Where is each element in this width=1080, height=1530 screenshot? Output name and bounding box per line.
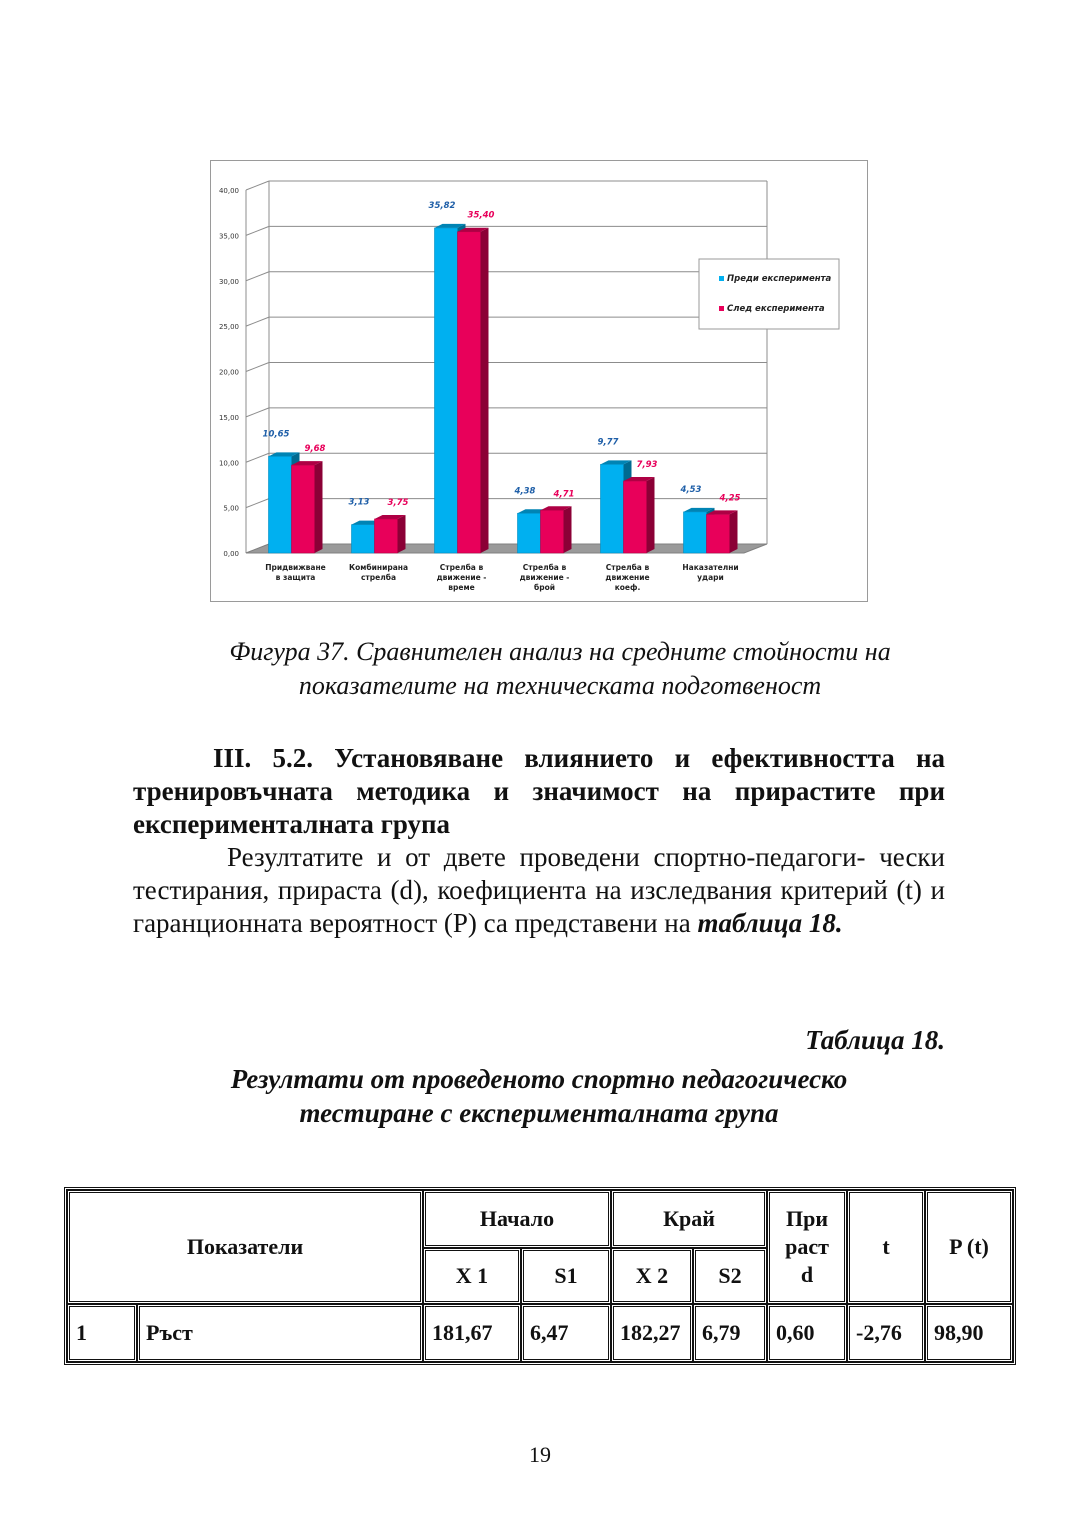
data-label: 35,40 xyxy=(467,210,495,221)
data-label: 3,75 xyxy=(387,497,409,508)
paragraph-text: Резултатите и от двете проведени спортно-педагоги- чески тестирания, прираста (d), коефициента на изследвания критерий (t) и гаранционната вероятност (P) са представени на xyxy=(133,842,945,938)
bar xyxy=(352,525,375,553)
bar xyxy=(624,481,647,553)
gridline-side xyxy=(246,499,269,508)
bar xyxy=(269,456,292,553)
data-label: 9,68 xyxy=(304,444,326,455)
header-growth-line-1: При xyxy=(785,1206,829,1231)
bar-side xyxy=(647,477,655,553)
x-tick-label: движение - xyxy=(436,573,487,582)
data-label: 4,71 xyxy=(553,489,575,500)
header-s1: S1 xyxy=(521,1248,611,1304)
bar-chart xyxy=(211,161,867,601)
x-tick-label: движение xyxy=(605,573,650,582)
legend-label: Преди експеримента xyxy=(727,274,832,284)
header-indicators: Показатели xyxy=(67,1190,423,1304)
bar xyxy=(601,464,624,553)
gridline-side xyxy=(246,226,269,235)
row-number: 1 xyxy=(67,1304,137,1362)
bar xyxy=(292,465,315,553)
header-growth-line-3: d xyxy=(800,1262,814,1287)
y-tick-label: 20,00 xyxy=(218,368,239,377)
header-s2: S2 xyxy=(693,1248,767,1304)
bar xyxy=(518,513,541,553)
gridline-side xyxy=(246,181,269,190)
bar xyxy=(375,519,398,553)
x-tick-label: брой xyxy=(533,583,556,592)
bar xyxy=(435,228,458,553)
legend-swatch xyxy=(719,306,724,311)
bar-side xyxy=(564,506,572,553)
table-row xyxy=(67,1304,1013,1362)
header-end: Край xyxy=(611,1190,767,1248)
x-tick-label: Комбинирана xyxy=(348,563,409,572)
row-x2: 182,27 xyxy=(611,1304,693,1362)
header-t: t xyxy=(847,1190,925,1304)
legend-label: След експеримента xyxy=(727,304,825,314)
data-label: 9,77 xyxy=(597,437,619,448)
gridline-side xyxy=(246,363,269,372)
y-tick-label: 0,00 xyxy=(223,550,239,558)
y-tick-label: 35,00 xyxy=(218,232,239,241)
bar xyxy=(541,510,564,553)
bar-side xyxy=(730,510,738,553)
header-x1: X 1 xyxy=(423,1248,521,1304)
figure-caption-line-2: показателите на техническата подготвеност xyxy=(298,671,822,700)
y-tick-label: 25,00 xyxy=(218,323,239,332)
row-d: 0,60 xyxy=(767,1304,847,1362)
row-s2: 6,79 xyxy=(693,1304,767,1362)
row-t: -2,76 xyxy=(847,1304,925,1362)
legend-swatch xyxy=(719,276,724,281)
row-indicator: Ръст xyxy=(137,1304,423,1362)
row-s1: 6,47 xyxy=(521,1304,611,1362)
row-x1: 181,67 xyxy=(423,1304,521,1362)
y-tick-label: 15,00 xyxy=(218,413,239,422)
table-reference: таблица 18. xyxy=(697,908,843,938)
table-title xyxy=(133,1062,945,1130)
row-p: 98,90 xyxy=(925,1304,1013,1362)
x-tick-label: време xyxy=(448,583,475,592)
figure-caption-line-1: Фигура 37. Сравнителен анализ на средните стойности на xyxy=(229,637,891,666)
results-table xyxy=(64,1187,1016,1365)
x-tick-label: Стрелба в xyxy=(439,563,484,572)
bar xyxy=(458,232,481,553)
x-tick-label: Придвижване xyxy=(265,563,326,572)
bar-side xyxy=(398,515,406,553)
x-tick-label: коеф. xyxy=(614,583,641,592)
bar xyxy=(707,514,730,553)
data-label: 3,13 xyxy=(348,497,370,508)
x-tick-label: Наказателни xyxy=(682,563,739,572)
gridline-side xyxy=(246,453,269,462)
data-label: 4,53 xyxy=(680,484,702,495)
data-label: 10,65 xyxy=(262,429,290,440)
header-growth xyxy=(767,1190,847,1304)
data-label: 4,38 xyxy=(514,486,536,497)
x-tick-label: в защита xyxy=(275,573,316,582)
figure-37-chart xyxy=(210,160,868,602)
gridline-side xyxy=(246,408,269,417)
gridline-side xyxy=(246,317,269,326)
gridline-side xyxy=(246,272,269,281)
data-label: 4,25 xyxy=(719,493,741,504)
y-tick-label: 30,00 xyxy=(218,277,239,286)
x-tick-label: стрелба xyxy=(360,573,397,582)
table-title-line-2: тестиране с експерименталната група xyxy=(299,1098,779,1128)
header-start: Начало xyxy=(423,1190,611,1248)
y-tick-label: 10,00 xyxy=(218,459,239,468)
header-x2: X 2 xyxy=(611,1248,693,1304)
x-tick-label: Стрелба в xyxy=(522,563,567,572)
bar-side xyxy=(315,461,323,553)
x-tick-label: удари xyxy=(697,573,724,582)
legend-box xyxy=(699,259,839,329)
y-tick-label: 5,00 xyxy=(223,504,239,513)
section-heading: III. 5.2. Установяване влиянието и ефективността на тренировъчната методика и значимост на прирастите при експерименталната група xyxy=(133,743,945,839)
body-paragraph xyxy=(133,841,945,940)
page-number: 19 xyxy=(529,1442,551,1467)
x-tick-label: Стрелба в xyxy=(605,563,650,572)
data-label: 35,82 xyxy=(428,200,456,211)
bar xyxy=(684,512,707,553)
table-title-line-1: Резултати от проведеното спортно педагогическо xyxy=(230,1064,848,1094)
bar-side xyxy=(481,228,489,553)
data-label: 7,93 xyxy=(636,460,658,471)
x-tick-label: движение - xyxy=(519,573,570,582)
table-label: Таблица 18. xyxy=(805,1025,945,1055)
header-growth-line-2: раст xyxy=(785,1234,829,1259)
y-tick-label: 40,00 xyxy=(218,187,239,195)
header-p: P (t) xyxy=(925,1190,1013,1304)
